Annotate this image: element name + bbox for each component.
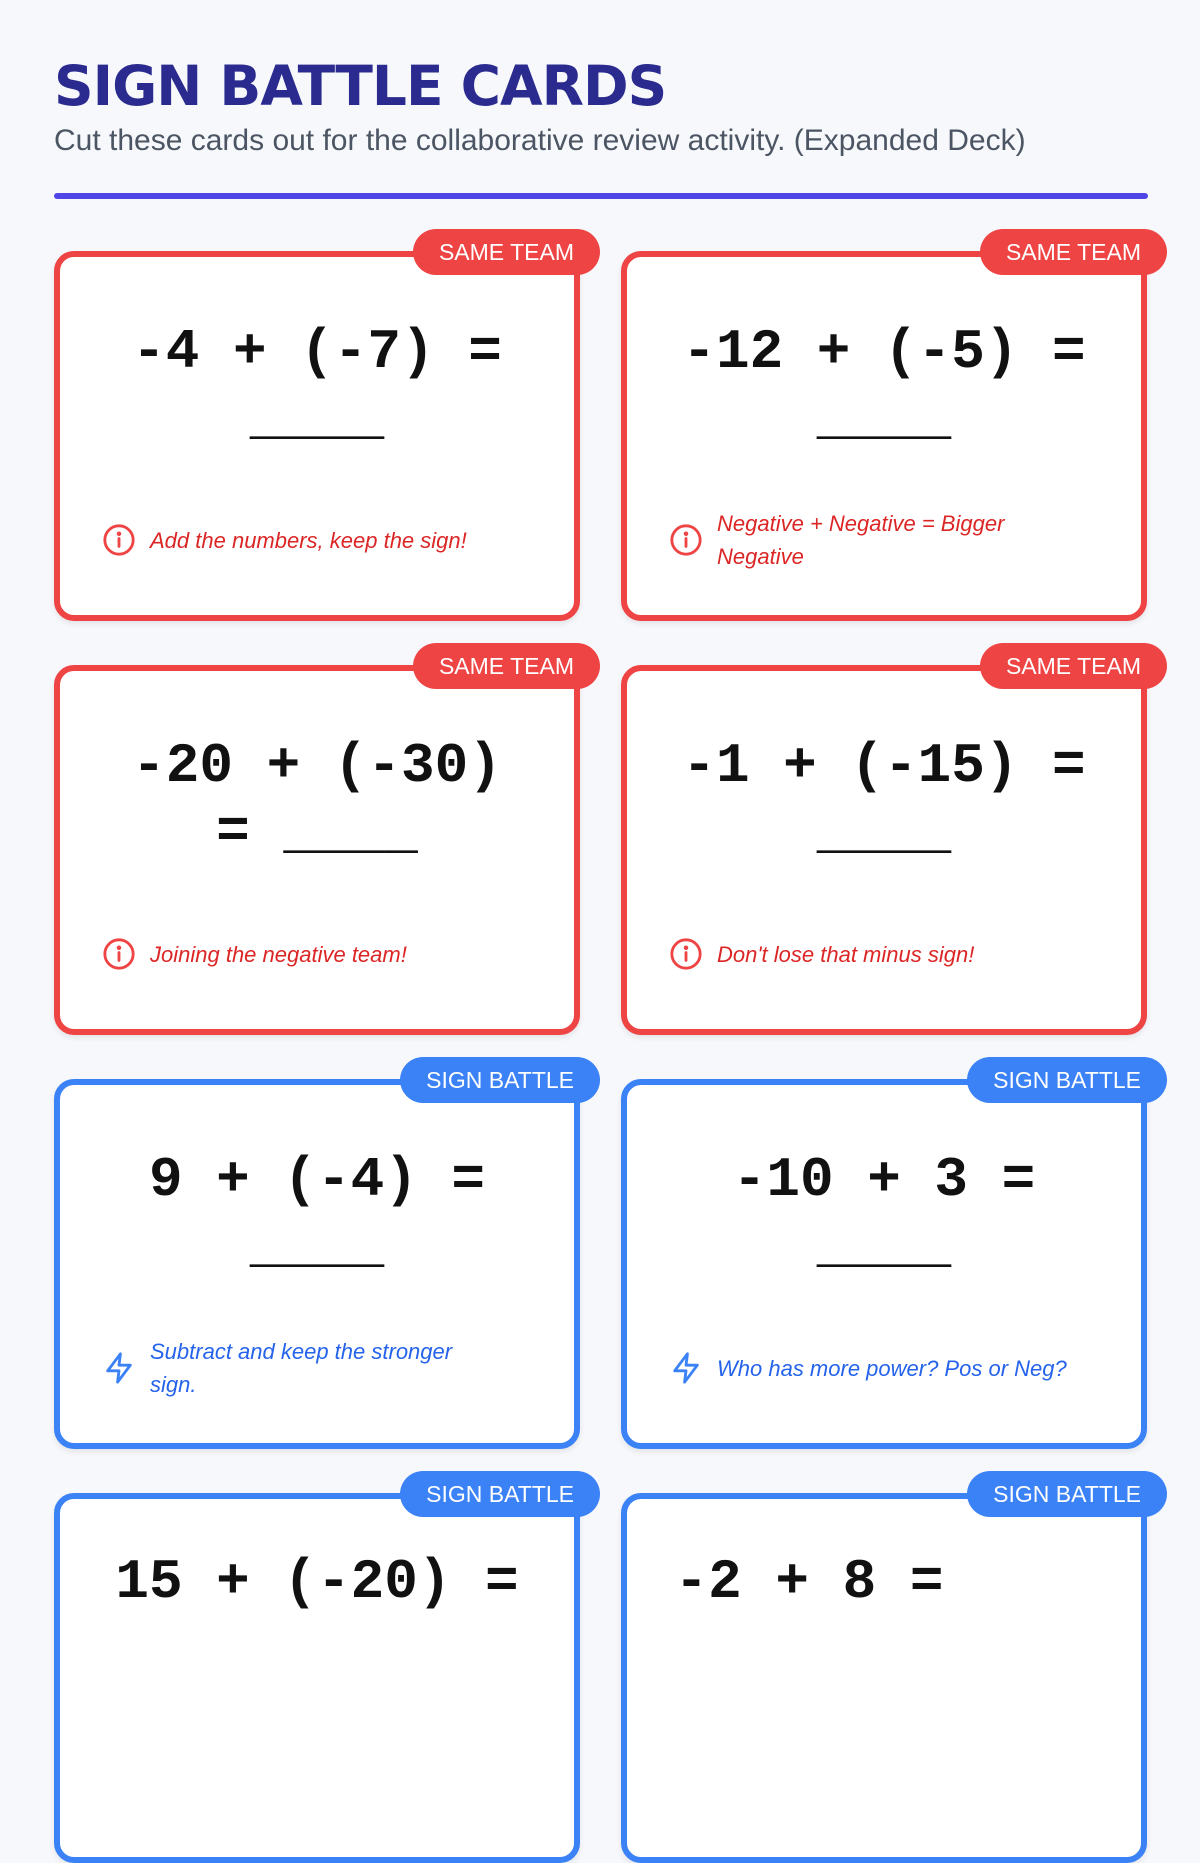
- card-badge: SIGN BATTLE: [400, 1057, 600, 1103]
- card-badge: SAME TEAM: [980, 643, 1167, 689]
- card-sign-battle: [621, 1067, 1147, 1449]
- info-icon: [102, 937, 136, 971]
- card-badge: SAME TEAM: [413, 229, 600, 275]
- card-sign-battle: [54, 1067, 580, 1449]
- card-equation: -4 + (-7) = ____: [132, 320, 502, 450]
- card-badge: SAME TEAM: [980, 229, 1167, 275]
- info-icon: [669, 937, 703, 971]
- card-badge: SIGN BATTLE: [967, 1471, 1167, 1517]
- card-equation: -10 + 3 = ____: [732, 1148, 1036, 1278]
- hint-text: Subtract and keep the stronger sign.: [150, 1339, 453, 1397]
- lightning-icon: [102, 1351, 136, 1385]
- card-hint: [102, 503, 544, 577]
- card-hint: [669, 1331, 1121, 1405]
- hint-text: Negative + Negative = Bigger Negative: [717, 511, 1005, 569]
- card-hint: [102, 917, 544, 991]
- card-sign-battle: [54, 1481, 580, 1863]
- hint-text: Joining the negative team!: [150, 941, 407, 967]
- info-icon: [669, 523, 703, 557]
- card-same-team: [54, 239, 580, 621]
- card-hint: [102, 1331, 504, 1405]
- card-equation: -12 + (-5) = ____: [682, 320, 1086, 450]
- card-equation: -20 + (-30) = ____: [132, 734, 502, 864]
- card-same-team: [621, 653, 1147, 1035]
- card-equation: -2 + 8 =: [674, 1550, 944, 1614]
- card-hint: [669, 503, 1051, 577]
- header-divider: [54, 193, 1148, 199]
- card-badge: SIGN BATTLE: [967, 1057, 1167, 1103]
- card-equation: 15 + (-20) =: [115, 1550, 519, 1614]
- lightning-icon: [669, 1351, 703, 1385]
- card-equation: 9 + (-4) = ____: [148, 1148, 486, 1278]
- card-equation: -1 + (-15) = ____: [682, 734, 1086, 864]
- card-badge: SIGN BATTLE: [400, 1471, 600, 1517]
- card-same-team: [621, 239, 1147, 621]
- hint-text: Who has more power? Pos or Neg?: [717, 1355, 1067, 1381]
- card-badge: SAME TEAM: [413, 643, 600, 689]
- page-subtitle: Cut these cards out for the collaborative review activity. (Expanded Deck): [54, 124, 1026, 157]
- card-sign-battle: [621, 1481, 1147, 1863]
- hint-text: Don't lose that minus sign!: [717, 941, 975, 967]
- card-hint: [669, 917, 1111, 991]
- info-icon: [102, 523, 136, 557]
- page-title: SIGN BATTLE CARDS: [54, 54, 667, 118]
- card-same-team: [54, 653, 580, 1035]
- hint-text: Add the numbers, keep the sign!: [150, 527, 467, 553]
